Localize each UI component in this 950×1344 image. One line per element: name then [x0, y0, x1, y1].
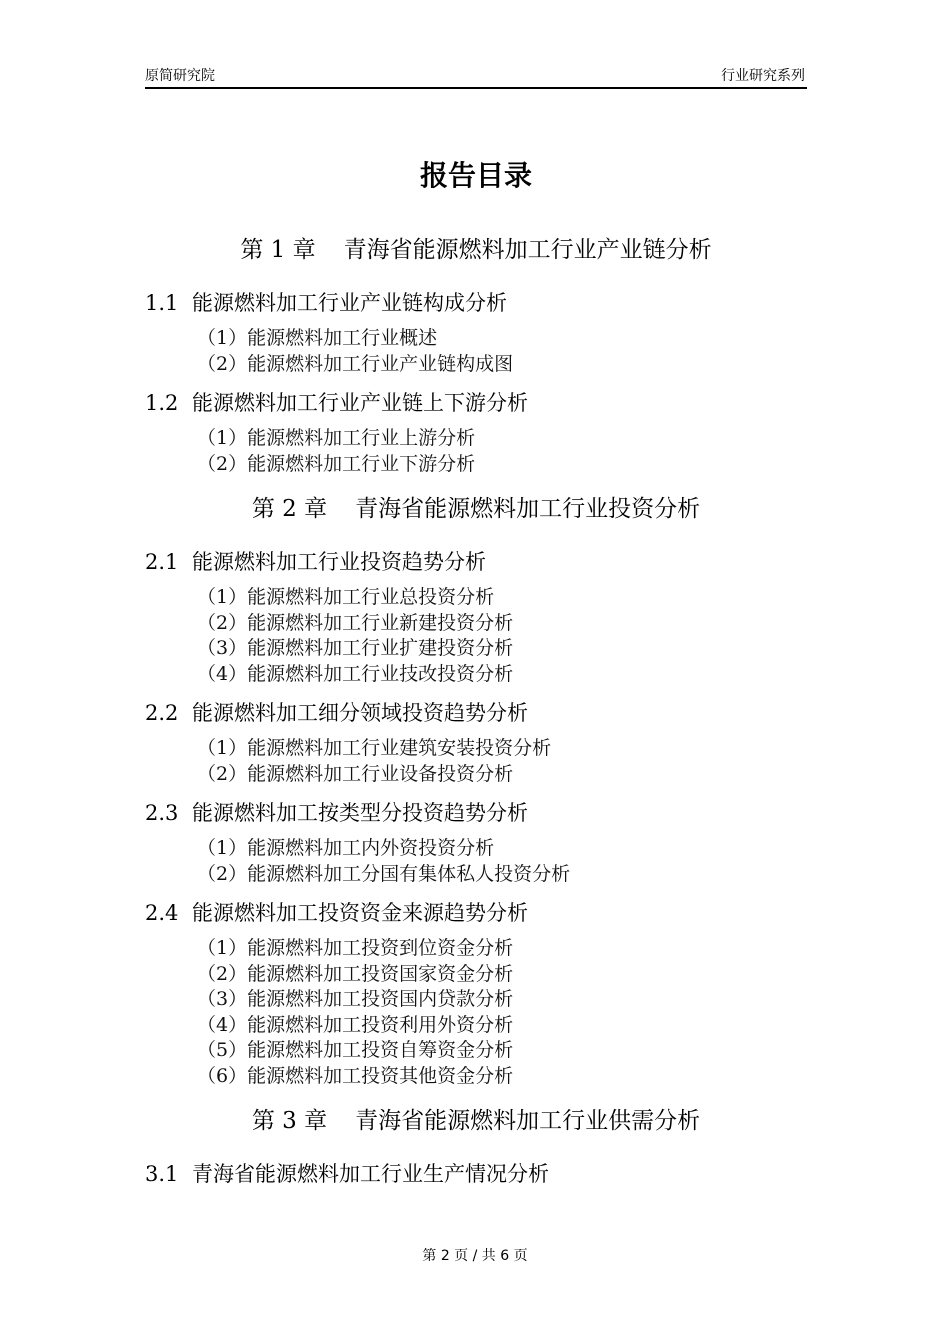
section-number: 3.1	[145, 1162, 179, 1186]
section-heading	[145, 544, 807, 580]
chapter-title: 青海省能源燃料加工行业供需分析	[355, 1108, 701, 1134]
section-number: 2.1	[145, 550, 179, 574]
chapter-title: 青海省能源燃料加工行业产业链分析	[343, 237, 712, 263]
section-heading	[145, 795, 807, 831]
page-title: 报告目录	[419, 159, 532, 192]
chapter-title: 青海省能源燃料加工行业投资分析	[355, 496, 701, 522]
table-of-contents	[145, 151, 807, 1192]
toc-item: （1）能源燃料加工内外资投资分析	[197, 837, 495, 859]
section-title: 能源燃料加工按类型分投资趋势分析	[192, 801, 528, 825]
toc-item: （1）能源燃料加工行业上游分析	[197, 427, 476, 449]
toc-item: （3）能源燃料加工行业扩建投资分析	[197, 637, 514, 659]
toc-item: （1）能源燃料加工行业概述	[197, 327, 438, 349]
section-title: 青海省能源燃料加工行业生产情况分析	[192, 1162, 549, 1186]
toc-item: （2）能源燃料加工行业下游分析	[197, 452, 476, 475]
page-number: 第 2 页 / 共 6 页	[422, 1248, 528, 1264]
section-items	[145, 585, 807, 687]
header-org-name: 原简研究院	[145, 68, 215, 84]
chapter-number: 第 1 章	[240, 237, 316, 263]
section-title: 能源燃料加工投资资金来源趋势分析	[192, 901, 528, 925]
chapter-number: 第 2 章	[251, 496, 328, 522]
toc-item: （6）能源燃料加工投资其他资金分析	[197, 1064, 514, 1087]
section-items	[145, 426, 807, 477]
toc-item: （1）能源燃料加工行业总投资分析	[197, 586, 495, 608]
section-number: 2.3	[145, 801, 179, 825]
section-heading	[145, 285, 807, 321]
section-title: 能源燃料加工细分领域投资趋势分析	[192, 701, 528, 725]
section-items	[145, 736, 807, 787]
section-title: 能源燃料加工行业产业链上下游分析	[192, 391, 528, 415]
header-series-name: 行业研究系列	[721, 68, 805, 84]
toc-item: （2）能源燃料加工行业设备投资分析	[197, 762, 514, 785]
section-items	[145, 326, 807, 377]
chapter-heading	[145, 1101, 807, 1141]
section-number: 1.1	[145, 291, 179, 315]
section-title: 能源燃料加工行业产业链构成分析	[192, 291, 507, 315]
chapter-heading	[145, 489, 807, 529]
header-rule	[145, 87, 807, 89]
toc-item: （1）能源燃料加工行业建筑安装投资分析	[197, 737, 552, 759]
toc-item: （3）能源燃料加工投资国内贷款分析	[197, 988, 514, 1010]
toc-item: （2）能源燃料加工投资国家资金分析	[197, 962, 514, 985]
section-heading	[145, 1156, 807, 1192]
section-number: 2.2	[145, 701, 179, 725]
toc-item: （1）能源燃料加工投资到位资金分析	[197, 937, 514, 959]
section-heading	[145, 385, 807, 421]
section-number: 2.4	[145, 901, 179, 925]
chapter-number: 第 3 章	[251, 1108, 328, 1134]
section-number: 1.2	[145, 391, 179, 415]
section-heading	[145, 695, 807, 731]
section-items	[145, 936, 807, 1089]
toc-item: （4）能源燃料加工行业技改投资分析	[197, 662, 514, 685]
section-heading	[145, 895, 807, 931]
toc-item: （4）能源燃料加工投资利用外资分析	[197, 1013, 514, 1036]
toc-item: （2）能源燃料加工行业产业链构成图	[197, 352, 514, 375]
toc-item: （2）能源燃料加工分国有集体私人投资分析	[197, 862, 571, 885]
toc-item: （2）能源燃料加工行业新建投资分析	[197, 611, 514, 634]
toc-item: （5）能源燃料加工投资自筹资金分析	[197, 1039, 514, 1061]
section-title: 能源燃料加工行业投资趋势分析	[192, 550, 486, 574]
section-items	[145, 836, 807, 887]
chapter-heading	[145, 230, 807, 270]
